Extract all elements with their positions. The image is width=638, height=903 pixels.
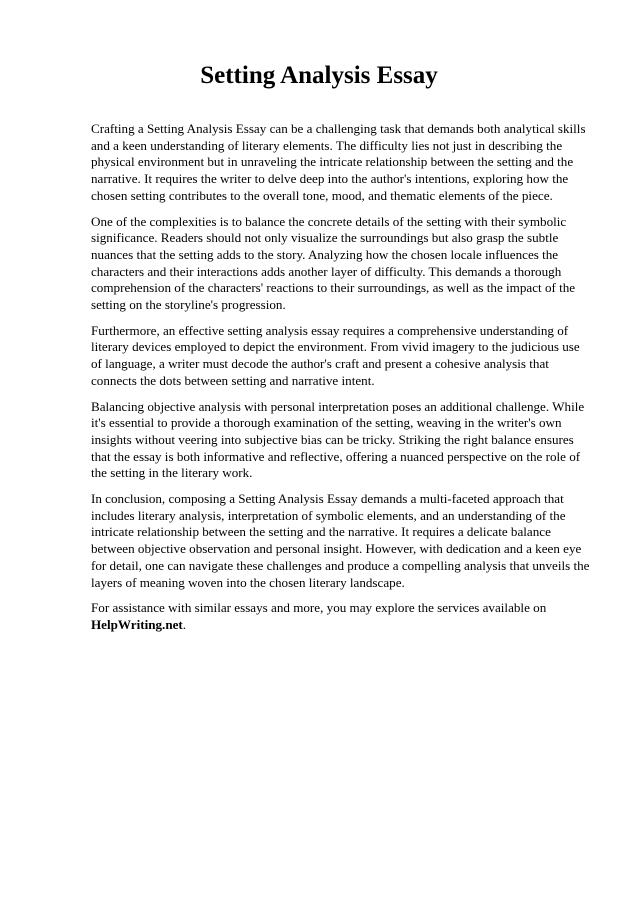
paragraph-5: In conclusion, composing a Setting Analysis Essay demands a multi-faceted approach that includes literary analysis, interpretation of symbolic elements, and an understanding of the intricate relationship between the setting and the narrative. It requires a delicate balance between objective observation and personal insight. However, with dedication and a keen eye for detail, one can navigate these challenges and produce a compelling analysis that unveils the layers of meaning woven into the chosen literary landscape. (91, 491, 590, 590)
paragraph-3: Furthermore, an effective setting analysis essay requires a comprehensive understanding of literary devices employed to depict the environment. From vivid imagery to the judicious use of language, a writer must decode the author's craft and present a cohesive analysis that connects the dots between setting and narrative intent. (91, 322, 580, 388)
document-title: Setting Analysis Essay (200, 62, 438, 89)
document-body (91, 121, 591, 643)
closing-paragraph (91, 600, 591, 633)
paragraph-1: Crafting a Setting Analysis Essay can be a challenging task that demands both analytical skills and a keen understanding of literary elements. The difficulty lies not just in describing the physical environment but in unraveling the intricate relationship between the setting and the narrative. It requires the writer to delve deep into the author's intentions, exploring how the chosen setting contributes to the overall tone, mood, and thematic elements of the piece. (91, 121, 586, 203)
helpwriting-link[interactable]: HelpWriting.net (91, 616, 183, 632)
closing-text: For assistance with similar essays and more, you may explore the services available on (91, 600, 547, 616)
paragraph-2: One of the complexities is to balance the concrete details of the setting with their symbolic significance. Readers should not only visualize the surroundings but also grasp the subtle nuances that the setting adds to the story. Analyzing how the chosen locale influences the characters and their interactions adds another layer of difficulty. This demands a thorough comprehension of the characters' reactions to their surroundings, as well as the impact of the setting on the storyline's progression. (91, 213, 576, 313)
paragraph-4: Balancing objective analysis with personal interpretation poses an additional challenge. While it's essential to provide a thorough examination of the setting, weaving in the writer's own insights without veering into subjective bias can be tricky. Striking the right balance ensures that the essay is both informative and reflective, offering a nuanced perspective on the role of the setting in the literary work. (91, 398, 585, 481)
closing-period: . (182, 616, 187, 632)
